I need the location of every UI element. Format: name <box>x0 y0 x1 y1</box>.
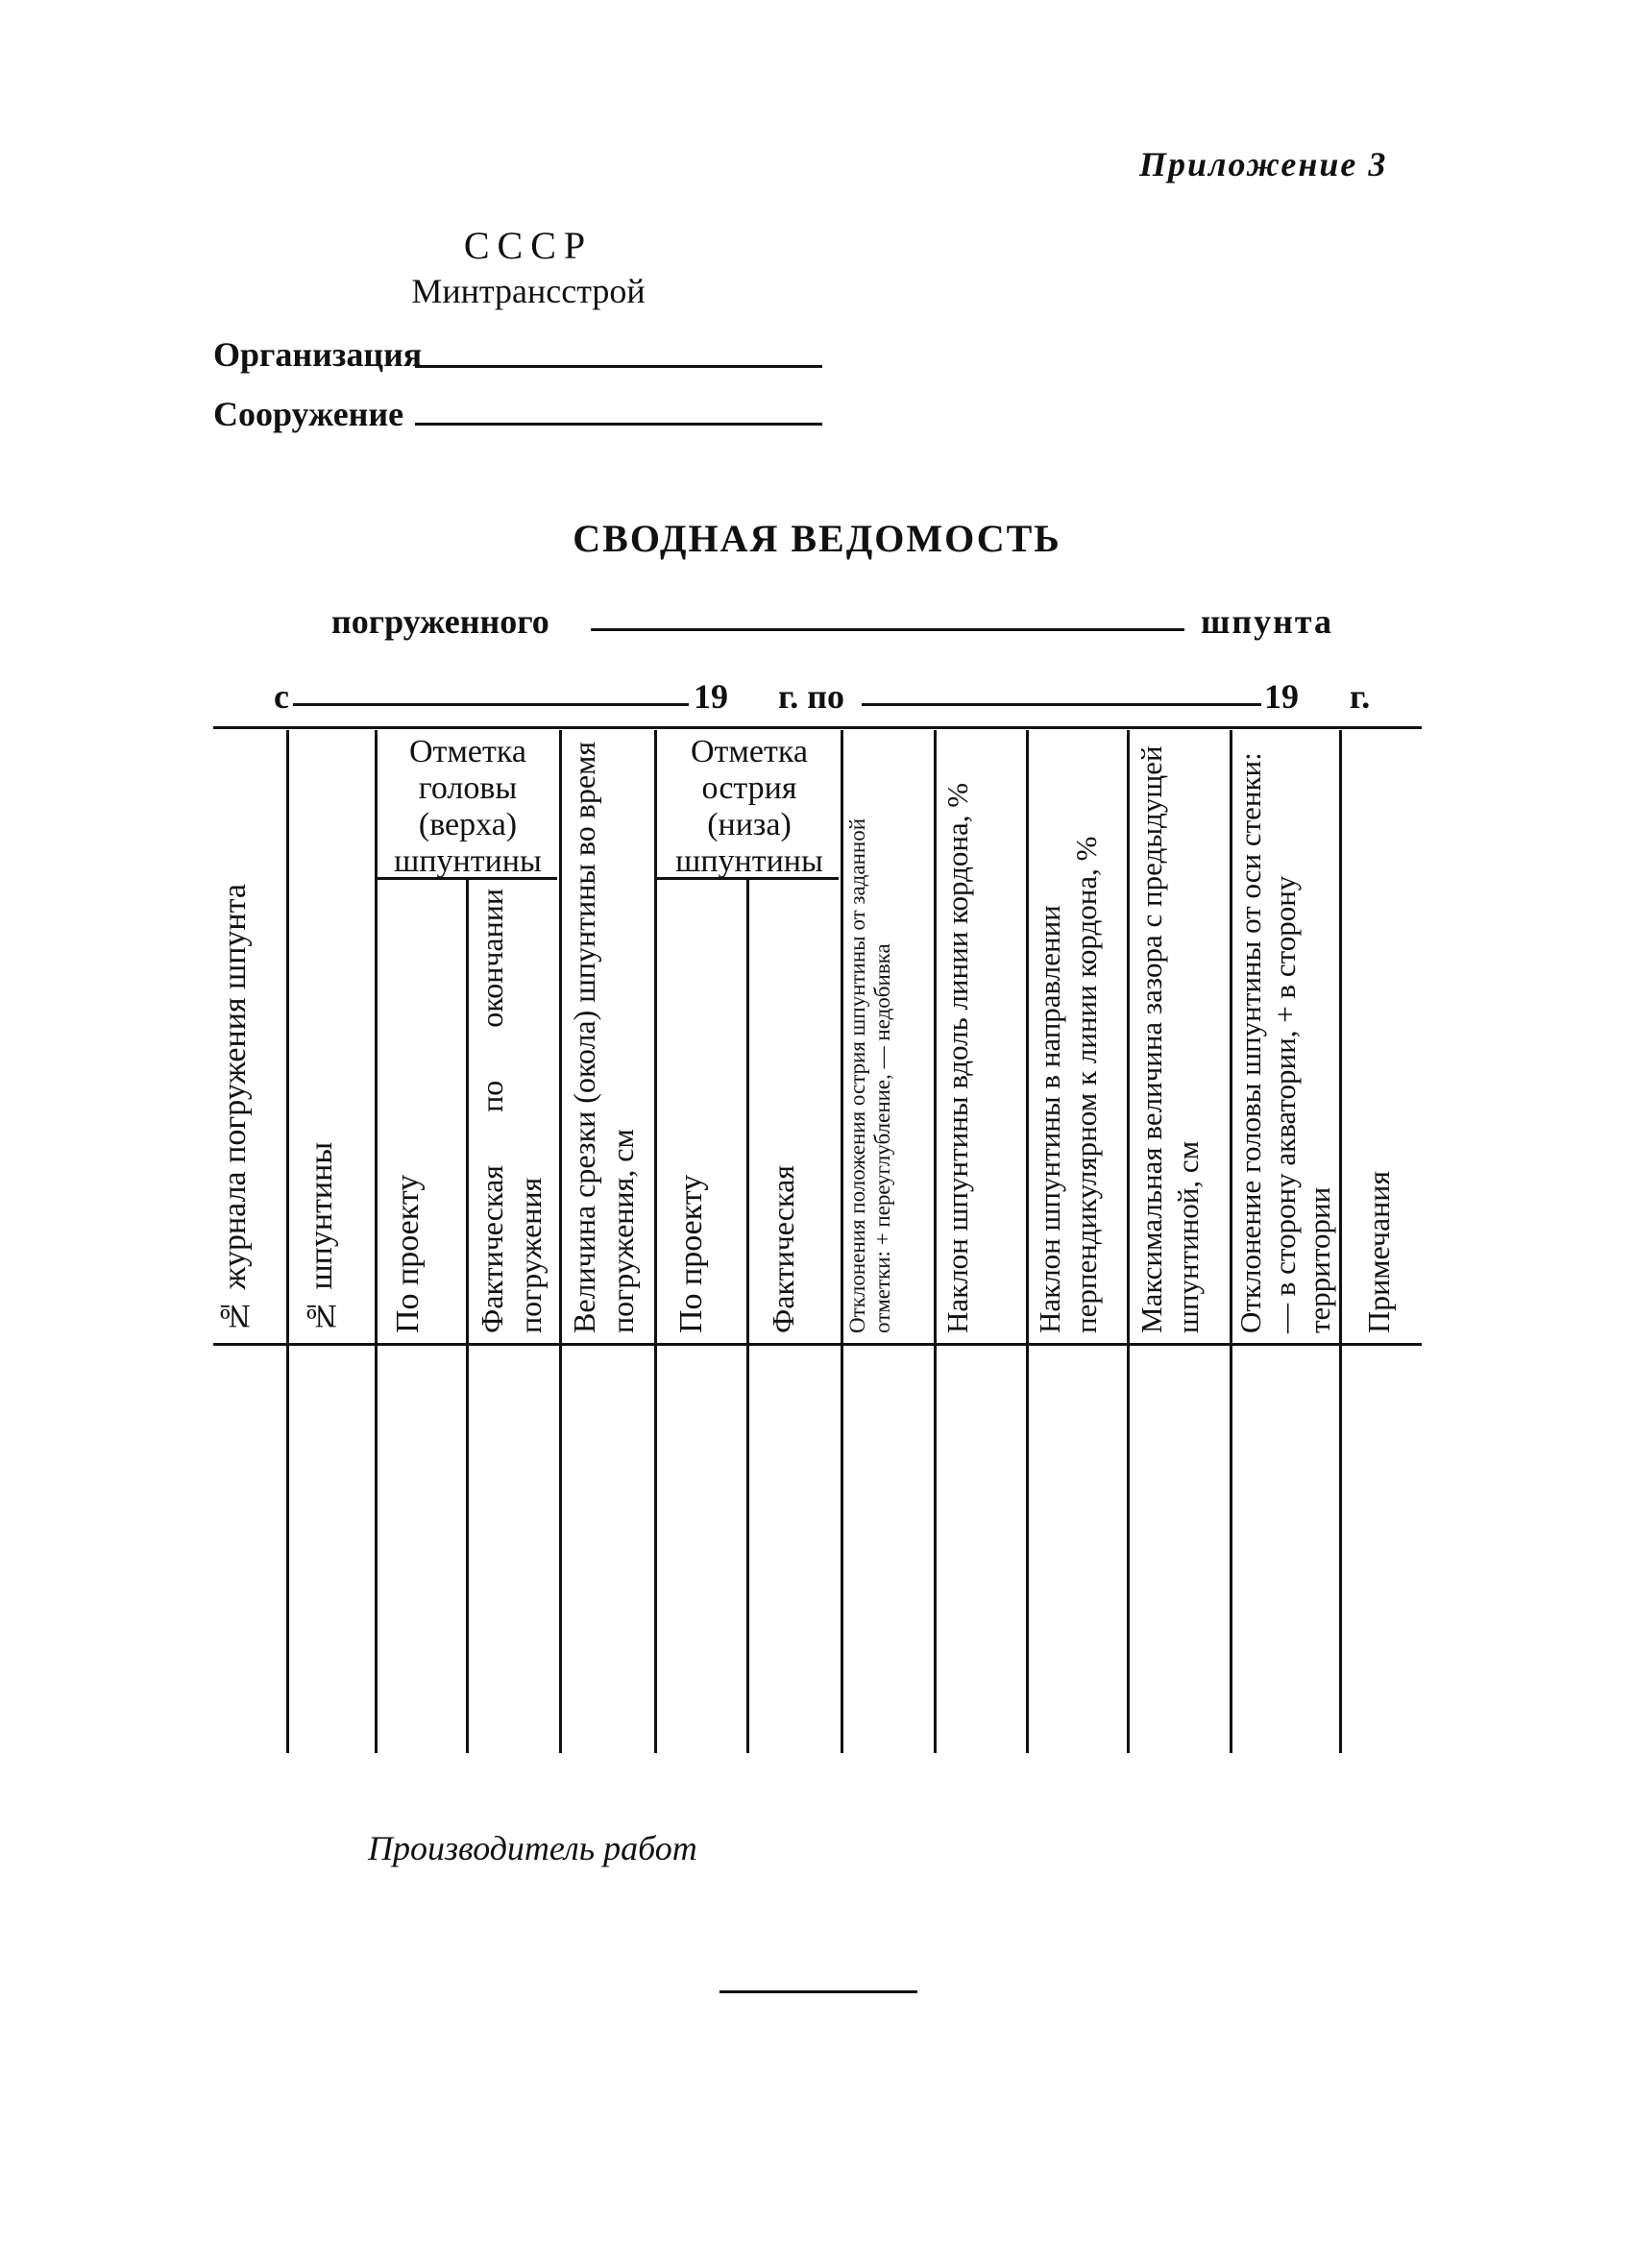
period-from-line <box>293 703 689 706</box>
bottom-rule <box>719 1990 917 1993</box>
country-label: СССР <box>463 224 594 267</box>
col-divider-5 <box>654 730 657 1753</box>
period-year1: 19 <box>694 677 728 716</box>
structure-line <box>415 423 822 426</box>
subtitle-prefix: погруженного <box>331 602 549 641</box>
table-header-bottom-line <box>213 1343 1422 1346</box>
organization-line <box>415 365 822 368</box>
ministry-label: Минтрансстрой <box>411 272 646 310</box>
header-dev-tip: Отклонения положения острия шпунтины от заданной отметки: + переуглубление, — недобивка <box>845 817 894 1333</box>
structure-label: Сооружение <box>213 395 404 433</box>
header-gap: Максимальная величина зазора с предыдущей шпунтиной, см <box>1134 745 1205 1333</box>
period-g: г. <box>1350 677 1371 716</box>
col-divider-7 <box>841 730 843 1753</box>
subtitle-line <box>591 628 1184 631</box>
header-group-tip: Отметка острия (низа) шпунтины <box>675 734 823 879</box>
col-divider-9 <box>1026 730 1029 1753</box>
header-tip-design: По проекту <box>673 1174 709 1333</box>
header-dev-head: Отклонение головы шпунтины от оси стенки: — в сторону акватории, + в сторону территории <box>1233 752 1336 1333</box>
header-journal: № журнала погружения шпунта <box>217 884 253 1333</box>
col-divider-11 <box>1230 730 1232 1753</box>
header-head-design: По проекту <box>390 1174 426 1333</box>
table-top-line <box>213 726 1422 729</box>
col-divider-12 <box>1339 730 1342 1753</box>
period-year2: 19 <box>1264 677 1299 716</box>
col-divider-2 <box>375 730 378 1753</box>
signature-label: Производитель работ <box>368 1829 697 1867</box>
document-title: СВОДНАЯ ВЕДОМОСТЬ <box>573 517 1061 560</box>
header-notes: Примечания <box>1361 1170 1396 1333</box>
header-head-actual: Фактическая по окончании погружения <box>475 889 548 1333</box>
header-group-head: Отметка головы (верха) шпунтины <box>394 734 542 879</box>
col-divider-6 <box>746 879 749 1753</box>
subtitle-suffix: шпунта <box>1201 602 1333 641</box>
header-tip-actual: Фактическая <box>766 1165 800 1333</box>
col-divider-4 <box>559 730 562 1753</box>
col-divider-10 <box>1127 730 1130 1753</box>
organization-label: Организация <box>213 335 423 374</box>
period-to-line <box>862 703 1261 706</box>
col-divider-3 <box>466 879 469 1753</box>
col-divider-1 <box>286 730 289 1753</box>
period-g-po: г. по <box>778 677 845 716</box>
header-cut: Величина срезки (окола) шпунтины во время погружения, см <box>567 741 640 1333</box>
appendix-label: Приложение 3 <box>1139 145 1388 183</box>
header-pile: № шпунтины <box>304 1141 339 1333</box>
header-incl-perp: Наклон шпунтины в направлении перпендикулярном к линии кордона, % <box>1033 836 1103 1333</box>
col-divider-8 <box>934 730 937 1753</box>
header-incl-along: Наклон шпунтины вдоль линии кордона, % <box>940 782 974 1333</box>
period-from: с <box>274 677 289 716</box>
